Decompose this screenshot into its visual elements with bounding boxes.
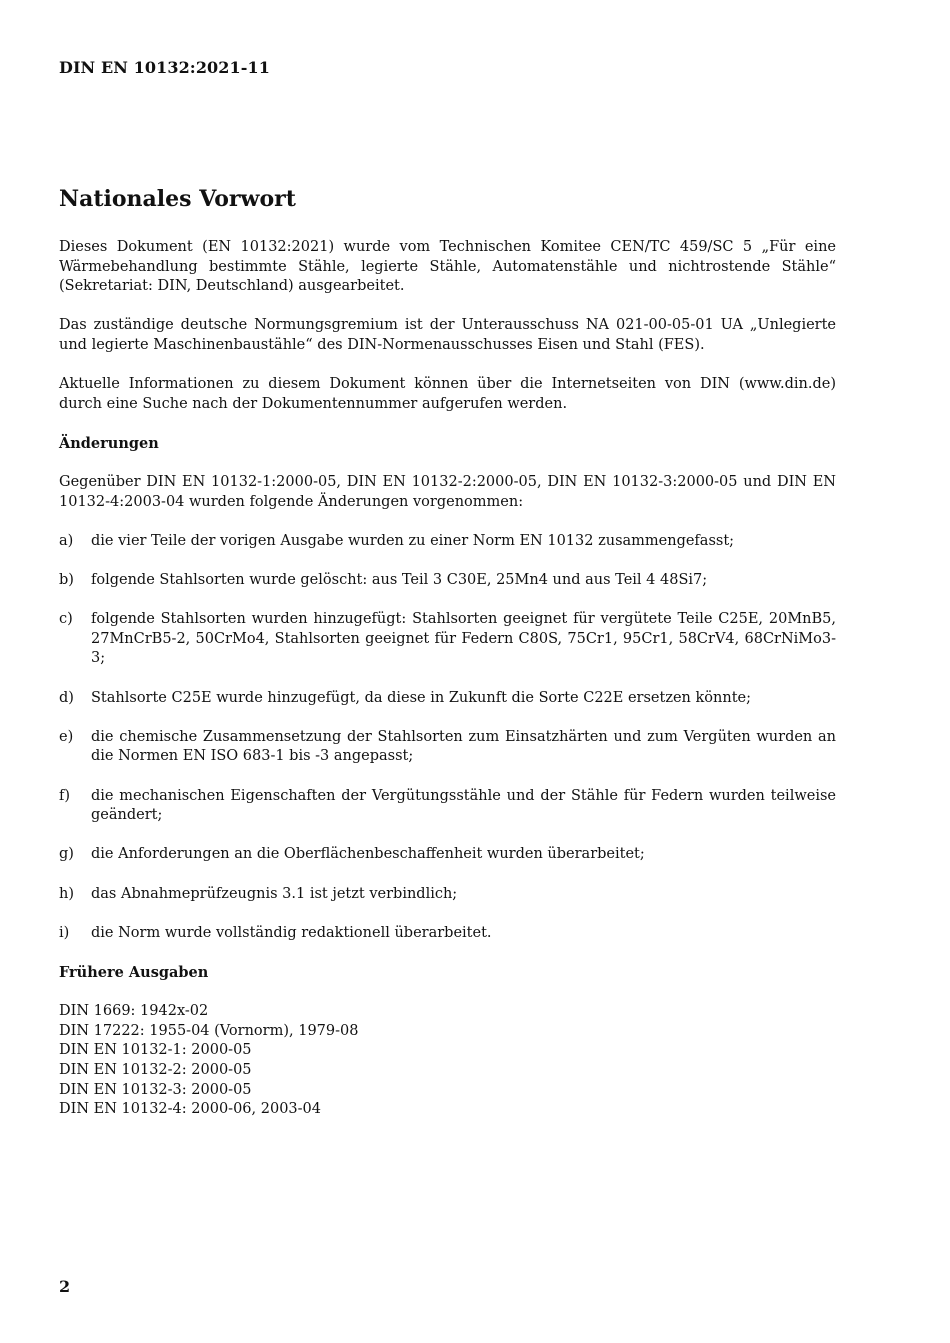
list-item-text: die Norm wurde vollständig redaktionell überarbeitet. — [91, 924, 492, 941]
edition-entry: DIN EN 10132-4: 2000-06, 2003-04 — [59, 1101, 321, 1118]
list-item — [59, 689, 836, 709]
page-content — [59, 238, 836, 1120]
paragraph-current-info: Aktuelle Informationen zu diesem Dokument können über die Internetseiten von DIN (www.din.de) durch eine Suche nach der Dokumentennummer aufgerufen werden. — [59, 376, 836, 412]
list-item — [59, 728, 836, 767]
changes-heading: Änderungen — [59, 434, 159, 452]
list-item-marker: e) — [59, 728, 74, 745]
edition-entry: DIN EN 10132-2: 2000-05 — [59, 1061, 252, 1078]
list-item-text: folgende Stahlsorten wurde gelöscht: aus Teil 3 C30E, 25Mn4 und aus Teil 4 48Si7; — [91, 572, 708, 589]
list-item — [59, 924, 836, 944]
page-title: Nationales Vorwort — [59, 186, 296, 212]
list-item-text: folgende Stahlsorten wurden hinzugefügt: Stahlsorten geeignet für vergütete Teile C25E, 20MnB5, 27MnCrB5-2, 50CrMo4, Stahlsorten geeignet für Federn C80S, 75Cr1, 95Cr1, 58CrV4, 68CrNiMo3-3; — [91, 611, 836, 667]
list-item — [59, 885, 836, 905]
list-item-text: die mechanischen Eigenschaften der Vergütungsstähle und der Stähle für Federn wurden teilweise geändert; — [91, 787, 836, 824]
previous-editions-list — [59, 1002, 836, 1120]
list-item-marker: d) — [59, 689, 74, 706]
edition-entry: DIN EN 10132-1: 2000-05 — [59, 1042, 252, 1059]
list-item-text: Stahlsorte C25E wurde hinzugefügt, da diese in Zukunft die Sorte C22E ersetzen könnte; — [91, 689, 751, 706]
edition-entry: DIN EN 10132-3: 2000-05 — [59, 1081, 252, 1098]
list-item-text: das Abnahmeprüfzeugnis 3.1 ist jetzt verbindlich; — [91, 885, 458, 902]
list-item-marker: b) — [59, 572, 74, 589]
previous-editions-heading: Frühere Ausgaben — [59, 963, 209, 981]
page-number: 2 — [59, 1277, 71, 1296]
changes-intro: Gegenüber DIN EN 10132-1:2000-05, DIN EN 10132-2:2000-05, DIN EN 10132-3:2000-05 und DIN EN 10132-4:2003-04 wurden folgende Änderungen vorgenommen: — [59, 474, 836, 510]
document-id-header: DIN EN 10132:2021-11 — [59, 58, 270, 77]
edition-entry: DIN 17222: 1955-04 (Vornorm), 1979-08 — [59, 1022, 359, 1039]
list-item-text: die vier Teile der vorigen Ausgabe wurden zu einer Norm EN 10132 zusammengefasst; — [91, 532, 735, 549]
list-item-marker: c) — [59, 611, 73, 628]
list-item — [59, 571, 836, 591]
list-item-marker: a) — [59, 532, 74, 549]
changes-list — [59, 532, 836, 943]
list-item — [59, 845, 836, 865]
list-item-text: die chemische Zusammensetzung der Stahlsorten zum Einsatzhärten und zum Vergüten wurden an die Normen EN ISO 683-1 bis -3 angepasst; — [91, 728, 836, 765]
list-item — [59, 610, 836, 669]
list-item — [59, 787, 836, 826]
list-item-marker: g) — [59, 846, 74, 863]
paragraph-standards-body: Das zuständige deutsche Normungsgremium ist der Unterausschuss NA 021-00-05-01 UA „Unlegierte und legierte Maschinenbaustähle“ des DIN-Normenausschusses Eisen und Stahl (FES). — [59, 317, 836, 353]
list-item-text: die Anforderungen an die Oberflächenbeschaffenheit wurden überarbeitet; — [91, 846, 645, 863]
list-item-marker: i) — [59, 924, 70, 941]
paragraph-committee: Dieses Dokument (EN 10132:2021) wurde vom Technischen Komitee CEN/TC 459/SC 5 „Für eine Wärmebehandlung bestimmte Stähle, legierte Stähle, Automatenstähle und nichtrostende Stähle“ (Sekretariat: DIN, Deutschland) ausgearbeitet. — [59, 239, 836, 295]
list-item-marker: f) — [59, 787, 71, 804]
list-item-marker: h) — [59, 885, 74, 902]
list-item — [59, 532, 836, 552]
edition-entry: DIN 1669: 1942x-02 — [59, 1003, 209, 1020]
